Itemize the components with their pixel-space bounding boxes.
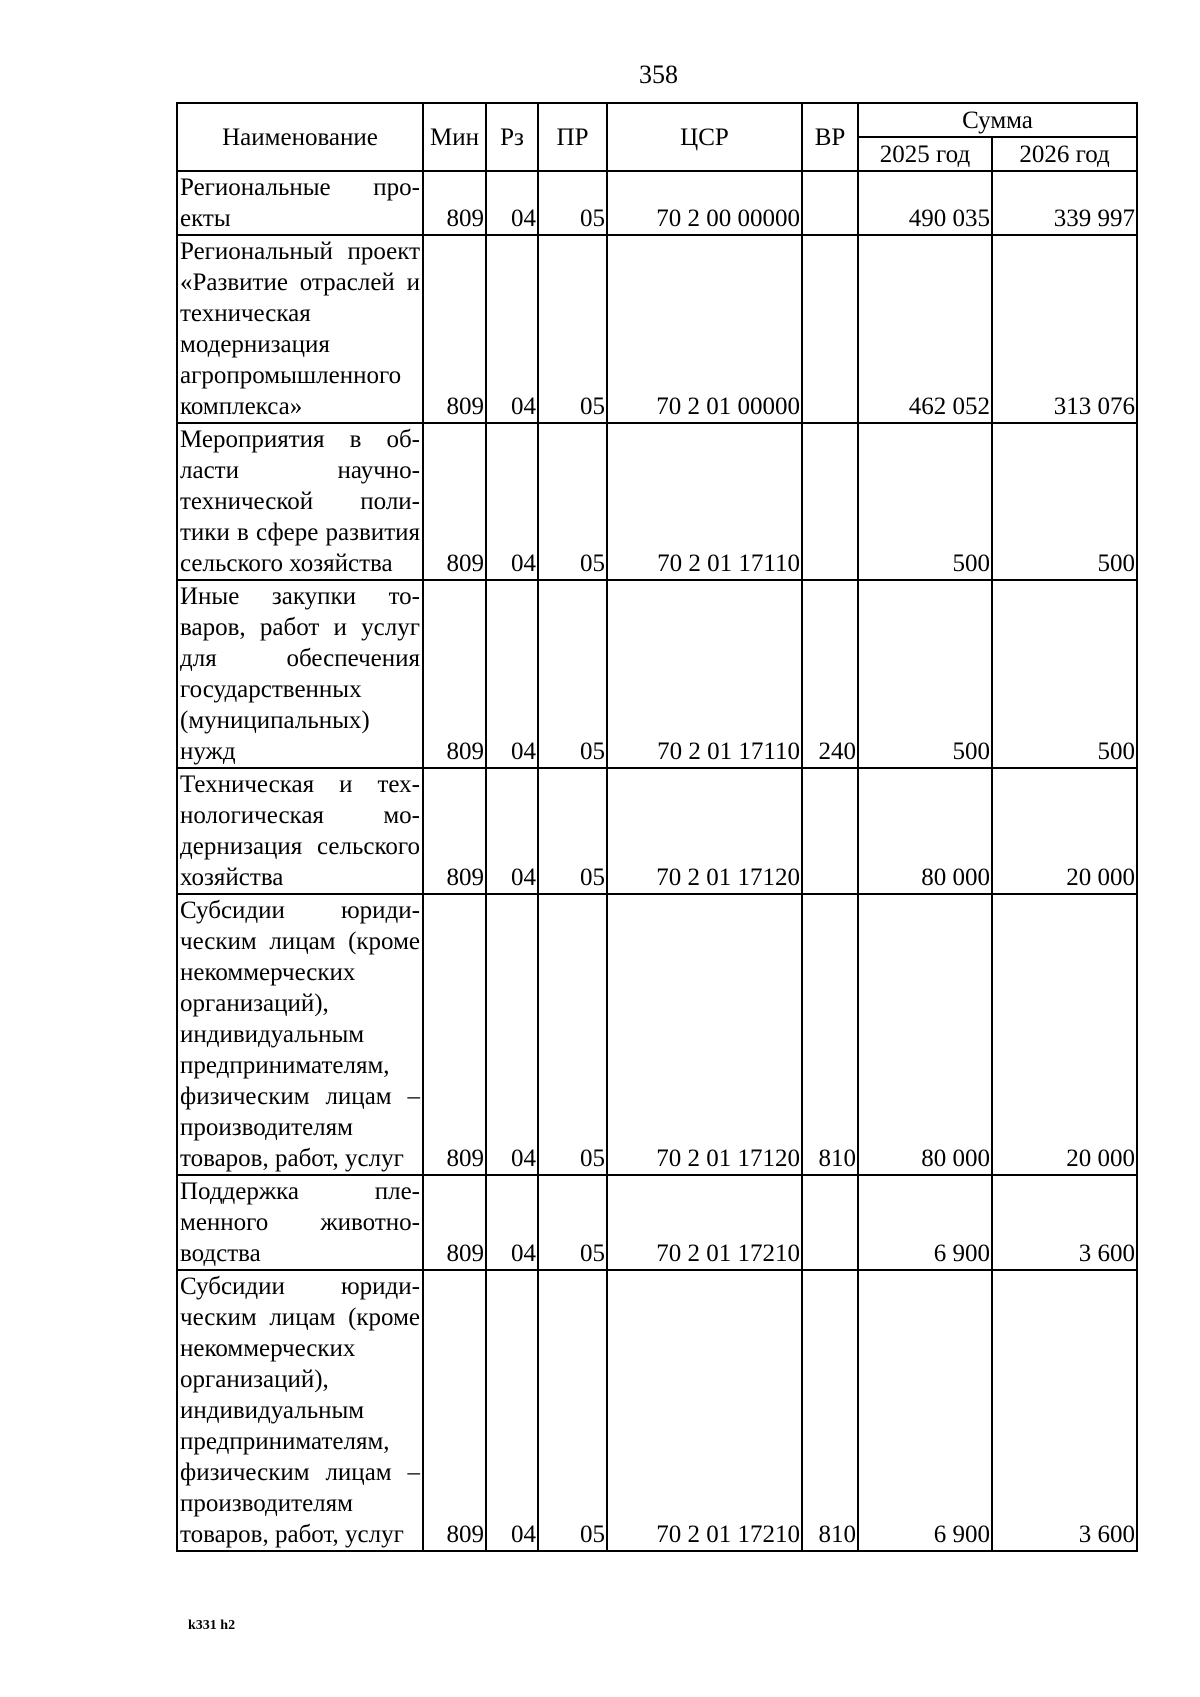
row-csr: 70 2 01 17110	[607, 580, 802, 768]
row-sum-2026: 20 000	[992, 768, 1137, 894]
row-sum-2025: 490 035	[858, 171, 992, 235]
row-sum-2025: 6 900	[858, 1175, 992, 1270]
row-sum-2026: 3 600	[992, 1175, 1137, 1270]
row-min: 809	[423, 1175, 486, 1270]
table-row	[177, 1175, 1137, 1270]
row-csr: 70 2 01 17210	[607, 1270, 802, 1551]
row-csr: 70 2 00 00000	[607, 171, 802, 235]
row-name: Субсидии юридическим лицам (кроме некоммерческих организаций), индивидуальным предпринимателям, физическим лицам – производителям товаров, работ, услуг	[177, 1270, 423, 1551]
row-min: 809	[423, 894, 486, 1175]
header-rz: Рз	[486, 103, 538, 171]
row-pr: 05	[538, 894, 607, 1175]
row-min: 809	[423, 235, 486, 423]
row-name: Поддержка племенного животноводства	[177, 1175, 423, 1270]
row-sum-2025: 80 000	[858, 768, 992, 894]
header-sum: Сумма	[858, 103, 1137, 137]
row-sum-2026: 20 000	[992, 894, 1137, 1175]
row-pr: 05	[538, 768, 607, 894]
header-name: Наименование	[177, 103, 423, 171]
header-vr: ВР	[802, 103, 858, 171]
header-year-2025: 2025 год	[858, 137, 992, 171]
row-pr: 05	[538, 235, 607, 423]
row-vr	[802, 235, 858, 423]
row-vr: 810	[802, 894, 858, 1175]
row-vr	[802, 768, 858, 894]
row-vr	[802, 171, 858, 235]
table-row	[177, 171, 1137, 235]
row-min: 809	[423, 1270, 486, 1551]
row-vr: 240	[802, 580, 858, 768]
row-rz: 04	[486, 1175, 538, 1270]
row-csr: 70 2 01 17120	[607, 768, 802, 894]
row-pr: 05	[538, 1270, 607, 1551]
row-rz: 04	[486, 235, 538, 423]
row-sum-2025: 6 900	[858, 1270, 992, 1551]
row-sum-2026: 500	[992, 423, 1137, 580]
row-pr: 05	[538, 171, 607, 235]
row-sum-2026: 339 997	[992, 171, 1137, 235]
header-pr: ПР	[538, 103, 607, 171]
row-vr	[802, 1175, 858, 1270]
row-rz: 04	[486, 768, 538, 894]
row-name: Мероприятия в области научно-технической политики в сфере развития сельского хозяйства	[177, 423, 423, 580]
row-rz: 04	[486, 580, 538, 768]
table-row	[177, 894, 1137, 1175]
row-rz: 04	[486, 171, 538, 235]
table-row	[177, 580, 1137, 768]
row-vr: 810	[802, 1270, 858, 1551]
header-min: Мин	[423, 103, 486, 171]
table-row	[177, 423, 1137, 580]
row-rz: 04	[486, 423, 538, 580]
table-row	[177, 1270, 1137, 1551]
footer-code: k331 h2	[188, 1618, 236, 1633]
row-sum-2026: 313 076	[992, 235, 1137, 423]
row-min: 809	[423, 768, 486, 894]
row-name: Региональный проект «Развитие отраслей и техническая модернизация агропромышленного комплекса»	[177, 235, 423, 423]
budget-table	[176, 102, 1138, 1552]
row-csr: 70 2 01 17110	[607, 423, 802, 580]
row-sum-2025: 462 052	[858, 235, 992, 423]
row-rz: 04	[486, 894, 538, 1175]
row-pr: 05	[538, 1175, 607, 1270]
row-sum-2025: 500	[858, 580, 992, 768]
row-min: 809	[423, 580, 486, 768]
row-min: 809	[423, 423, 486, 580]
row-sum-2026: 500	[992, 580, 1137, 768]
row-name: Субсидии юридическим лицам (кроме некоммерческих организаций), индивидуальным предпринимателям, физическим лицам – производителям товаров, работ, услуг	[177, 894, 423, 1175]
row-csr: 70 2 01 17210	[607, 1175, 802, 1270]
row-sum-2025: 500	[858, 423, 992, 580]
row-vr	[802, 423, 858, 580]
table-row	[177, 768, 1137, 894]
row-csr: 70 2 01 00000	[607, 235, 802, 423]
header-row	[177, 103, 1137, 137]
row-rz: 04	[486, 1270, 538, 1551]
row-sum-2026: 3 600	[992, 1270, 1137, 1551]
table-row	[177, 235, 1137, 423]
row-name: Техническая и технологическая модернизация сельского хозяйства	[177, 768, 423, 894]
row-name: Иные закупки товаров, работ и услуг для обеспечения государственных (муниципальных) нужд	[177, 580, 423, 768]
row-min: 809	[423, 171, 486, 235]
page-number: 358	[639, 60, 678, 89]
header-csr: ЦСР	[607, 103, 802, 171]
row-csr: 70 2 01 17120	[607, 894, 802, 1175]
row-name: Региональные проекты	[177, 171, 423, 235]
row-pr: 05	[538, 580, 607, 768]
row-sum-2025: 80 000	[858, 894, 992, 1175]
row-pr: 05	[538, 423, 607, 580]
header-year-2026: 2026 год	[992, 137, 1137, 171]
